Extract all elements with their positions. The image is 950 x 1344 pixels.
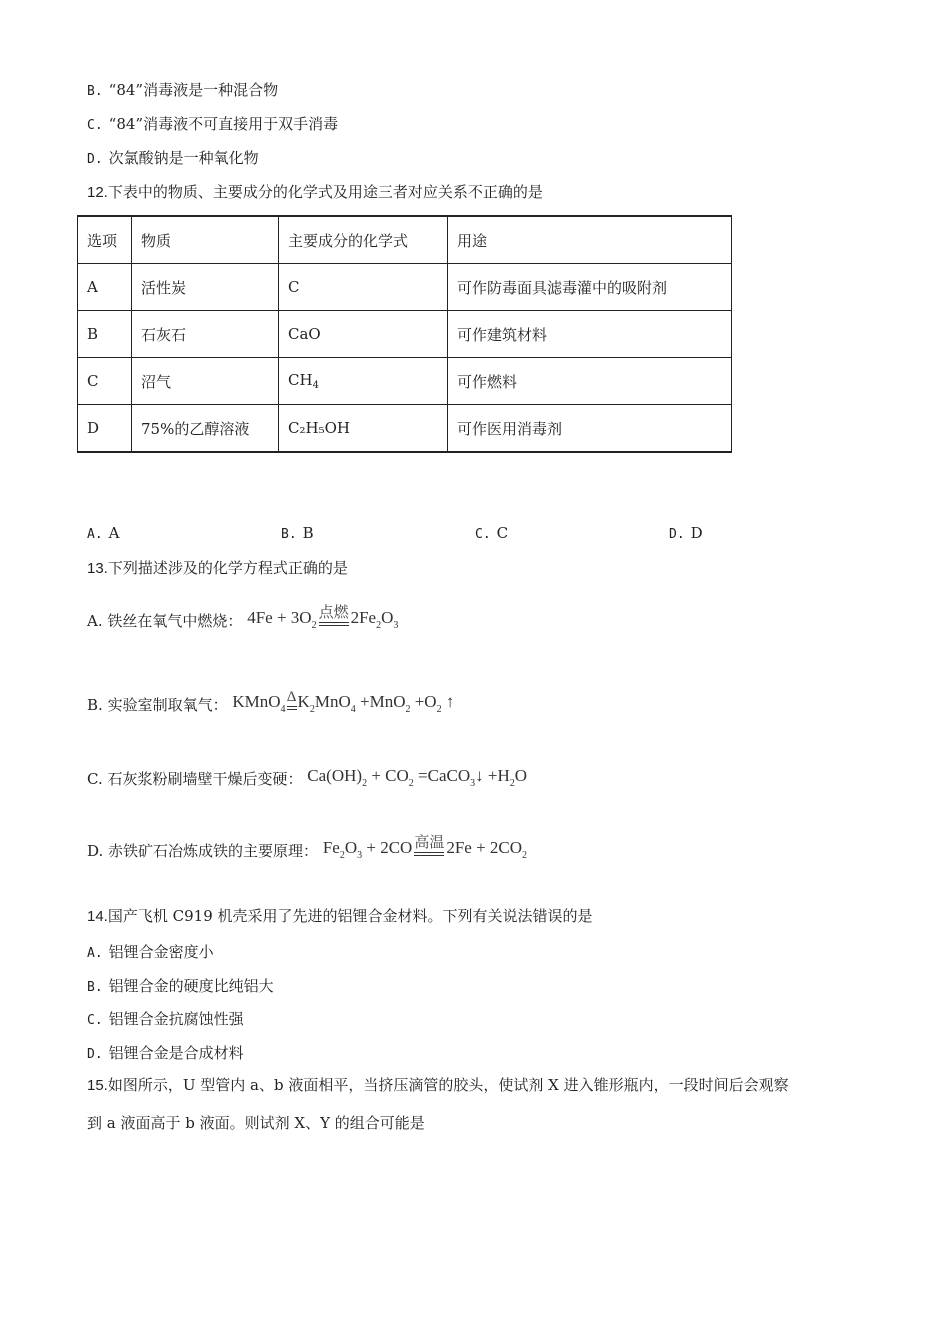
- cell-substance: 活性炭: [132, 264, 279, 311]
- cell-substance: 石灰石: [132, 311, 279, 358]
- cell-formula: [279, 358, 448, 405]
- question-text: 下列描述涉及的化学方程式正确的是: [107, 559, 348, 577]
- cell-option: B: [78, 311, 132, 358]
- option-text: C: [496, 524, 509, 542]
- reaction-condition: 点燃: [319, 605, 349, 634]
- question-text: 到 a 液面高于 b 液面。则试剂 X、Y 的组合可能是: [87, 1114, 425, 1132]
- option-label: A.: [87, 612, 103, 630]
- option-text: 铝锂合金抗腐蚀性强: [108, 1010, 244, 1028]
- option-label: C.: [87, 770, 103, 788]
- question-number: 13.: [87, 560, 108, 577]
- option-text: 赤铁矿石冶炼成铁的主要原理：: [108, 842, 319, 860]
- q11-option-d: [87, 148, 259, 170]
- option-text: D: [690, 524, 703, 542]
- question-text: 国产飞机 C919 机壳采用了先进的铝锂合金材料。下列有关说法错误的是: [107, 907, 593, 925]
- header-cell: 物质: [132, 216, 279, 264]
- option-text: B: [302, 524, 314, 542]
- choice-c: [475, 524, 508, 542]
- cell-use: 可作建筑材料: [448, 311, 732, 358]
- header-cell: 选项: [78, 216, 132, 264]
- equation-b: KMnO$_4$ Δ $K_2MnO_4 +MnO_2 +O_2$ ↑: [232, 680, 454, 732]
- q12-stem: [87, 182, 543, 203]
- table-row: [78, 358, 732, 405]
- question-number: 12.: [87, 184, 108, 201]
- q14-option-b: [87, 976, 274, 998]
- option-label: A.: [87, 946, 103, 961]
- q14-option-d: [87, 1043, 244, 1065]
- option-text: “84”消毒液不可直接用于双手消毒: [108, 115, 339, 133]
- q14-stem: [87, 906, 593, 927]
- option-text: A: [108, 524, 120, 542]
- cell-formula: C: [279, 264, 448, 311]
- option-label: B.: [87, 696, 103, 714]
- choice-d: [669, 524, 703, 542]
- cell-option: A: [78, 264, 132, 311]
- q14-option-c: [87, 1009, 244, 1031]
- option-label: D.: [87, 1047, 103, 1062]
- option-text: “84”消毒液是一种混合物: [108, 81, 279, 99]
- equation-d: $Fe_2O_3 + 2CO$ 高温 $2Fe + 2CO_2$: [323, 826, 527, 878]
- cell-formula: CaO: [279, 311, 448, 358]
- cell-formula: C₂H₅OH: [279, 405, 448, 453]
- table-header-row: [78, 216, 732, 264]
- option-label: C.: [475, 527, 491, 542]
- cell-option: C: [78, 358, 132, 405]
- question-number: 14.: [87, 908, 108, 925]
- cell-substance: 75%的乙醇溶液: [132, 405, 279, 453]
- question-text: 下表中的物质、主要成分的化学式及用途三者对应关系不正确的是: [107, 183, 543, 201]
- cell-use: 可作防毒面具滤毒灌中的吸附剂: [448, 264, 732, 311]
- formula-subscript: 4: [312, 380, 319, 391]
- option-label: A.: [87, 527, 103, 542]
- q14-option-a: [87, 942, 214, 964]
- choice-a: [87, 524, 120, 542]
- option-text: 铝锂合金是合成材料: [108, 1044, 244, 1062]
- q13-option-d: [87, 826, 527, 870]
- option-text: 石灰浆粉刷墙壁干燥后变硬：: [107, 770, 303, 788]
- choice-b: [281, 524, 314, 542]
- header-cell: 用途: [448, 216, 732, 264]
- option-label: D.: [669, 527, 685, 542]
- q13-option-b: [87, 680, 454, 724]
- formula-main: CH: [288, 371, 313, 389]
- q13-stem: [87, 558, 348, 579]
- equation-a: $4Fe + 3O_2$ 点燃 $2Fe_2O_3$: [247, 596, 398, 648]
- question-number: 15.: [87, 1077, 108, 1094]
- q12-table: [77, 215, 732, 453]
- table-row: [78, 311, 732, 358]
- q13-option-c: [87, 754, 527, 798]
- q13-option-a: [87, 596, 398, 640]
- cell-use: 可作医用消毒剂: [448, 405, 732, 453]
- equation-c: $Ca(OH)_2 + CO_2$ =CaCO$_3$↓ $+H_2O$: [307, 766, 528, 789]
- reaction-condition: Δ: [287, 689, 297, 718]
- option-text: 铁丝在氧气中燃烧：: [107, 612, 243, 630]
- option-label: B.: [281, 527, 297, 542]
- option-label: B.: [87, 84, 103, 99]
- cell-option: D: [78, 405, 132, 453]
- header-cell: 主要成分的化学式: [279, 216, 448, 264]
- option-label: D.: [87, 152, 103, 167]
- q12-choices: [87, 524, 787, 544]
- option-text: 铝锂合金密度小: [108, 943, 214, 961]
- q11-option-c: [87, 114, 338, 136]
- table-row: [78, 405, 732, 453]
- q11-option-b: [87, 80, 278, 102]
- option-text: 实验室制取氧气：: [107, 696, 228, 714]
- option-label: C.: [87, 1013, 103, 1028]
- cell-use: 可作燃料: [448, 358, 732, 405]
- q15-stem-line2: [87, 1113, 425, 1133]
- reaction-condition: 高温: [414, 835, 444, 864]
- table-row: [78, 264, 732, 311]
- option-label: D.: [87, 842, 104, 860]
- option-label: C.: [87, 118, 103, 133]
- option-label: B.: [87, 980, 103, 995]
- question-text: 如图所示，U 型管内 a、b 液面相平，当挤压滴管的胶头，使试剂 X 进入锥形瓶内，一段时间后会观察: [107, 1076, 789, 1094]
- option-text: 次氯酸钠是一种氧化物: [108, 149, 259, 167]
- cell-substance: 沼气: [132, 358, 279, 405]
- option-text: 铝锂合金的硬度比纯铝大: [108, 977, 274, 995]
- q15-stem-line1: [87, 1075, 789, 1096]
